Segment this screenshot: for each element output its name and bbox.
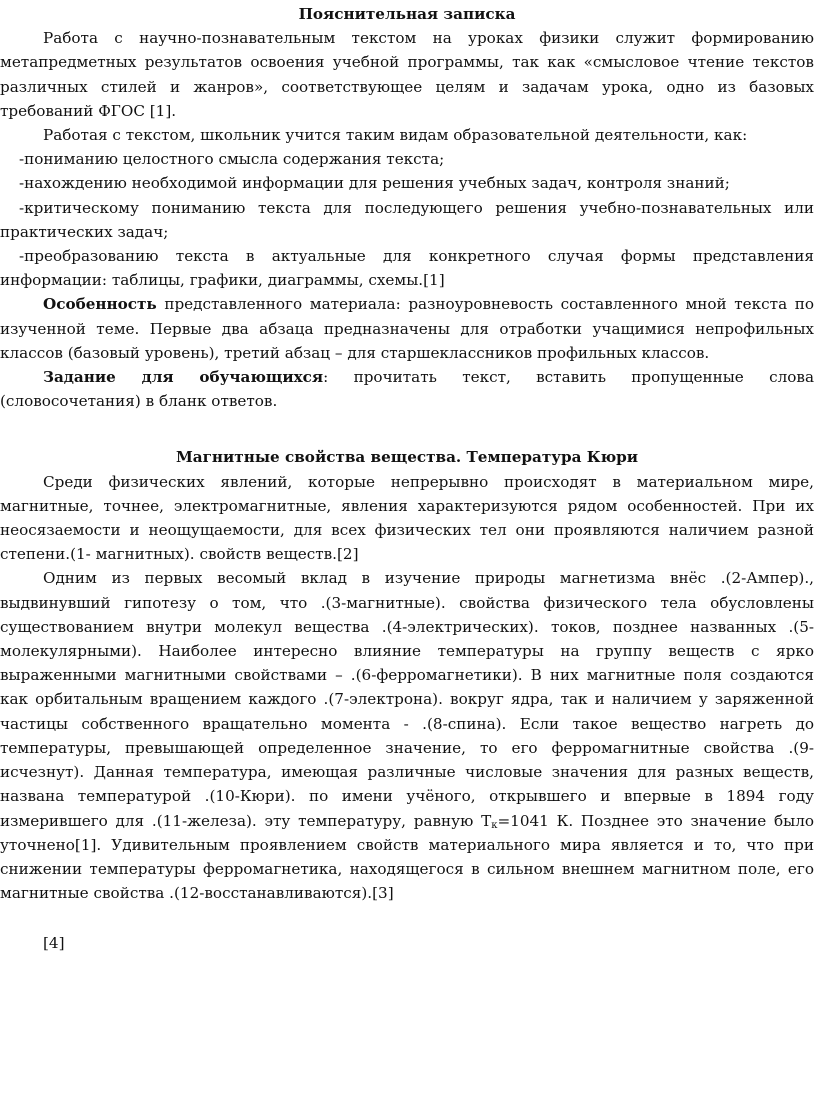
article-paragraph-2-text: Одним из первых весомый вклад в изучение природы магнетизма внёс .(2-Ампер)., выдвинувший гипотезу о том, что .(3-магнитные). свойства физического тела обусловлены существованием внутри молекул вещества .(4-электрических). токов, позднее названных .(5-молекулярными). Наиболее интересно влияние температуры на группу веществ с ярко выраженными магнитными свойствами – .(6-ферромагнетики). В них магнитные поля создаются как орбитальным вращением каждого .(7-электрона). вокруг ядра, так и наличием у заряженной частицы собственного вращательно момента - .(8-спина). Если такое вещество нагреть до температуры, превышающей определенное значение, то его ферромагнитные свойства .(9-исчезнут). Данная температура, имеющая различные числовые значения для разных веществ, названа температурой .(10-Кюри). по имени учёного, открывшего и впервые в 1894 году измерившего для .(11-железа). эту температуру, равную Т: [0, 569, 814, 830]
spacer: [0, 413, 814, 437]
feature-text: представленного материала: разноуровневость составленного мной текста по изученной теме. Первые два абзаца предназначены для отработки учащимися непрофильных классов (базовый уровень), третий абзац – для старшеклассников профильных классов.: [0, 295, 814, 362]
feature-paragraph: [0, 292, 814, 365]
curie-subscript: к: [491, 819, 498, 831]
note-paragraph-2: Работая с текстом, школьник учится таким видам образовательной деятельности, как:: [43, 126, 748, 145]
feature-label: Особенность: [43, 295, 157, 314]
note-paragraph-1: Работа с научно-познавательным текстом на уроках физики служит формированию метапредметных результатов освоения учебной программы, так как «смысловое чтение текстов различных стилей и жанров», соответствующее целям и задачам урока, одно из базовых требований ФГОС [1].: [0, 29, 814, 120]
article-title: Магнитные свойства вещества. Температура Кюри: [175, 448, 639, 467]
list-item: -пониманию целостного смысла содержания текста;: [19, 150, 445, 169]
list-item: -нахождению необходимой информации для решения учебных задач, контроля знаний;: [19, 174, 730, 193]
article-paragraph-1: Среди физических явлений, которые непрерывно происходят в материальном мире, магнитные, точнее, электромагнитные, явления характеризуются рядом особенностей. При их неосязаемости и неощущаемости, для всех физических тел они проявляются наличием разной степени.(1- магнитных). свойств веществ.[2]: [0, 472, 814, 564]
article-paragraph-2: [0, 566, 814, 905]
note-title: Пояснительная записка: [298, 5, 516, 23]
task-paragraph: [0, 365, 814, 413]
task-text: : прочитать текст, вставить пропущенные слова (словосочетания) в бланк ответов.: [0, 368, 814, 411]
reference-marker: [4]: [43, 934, 65, 953]
list-item: -критическому пониманию текста для последующего решения учебно-познавательных или практических задач;: [0, 198, 814, 241]
list-item: -преобразованию текста в актуальные для конкретного случая формы представления информации: таблицы, графики, диаграммы, схемы.[1]: [0, 247, 814, 290]
article-paragraph-2-rest: =1041 К. Позднее это значение было уточнено[1]. Удивительным проявлением свойств материального мира является и то, что при снижении температуры ферромагнетика, находящегося в сильном внешнем магнитном поле, его магнитные свойства .(12-восстанавливаются).[3]: [0, 811, 815, 903]
task-label: Задание для обучающихся: [43, 368, 324, 387]
